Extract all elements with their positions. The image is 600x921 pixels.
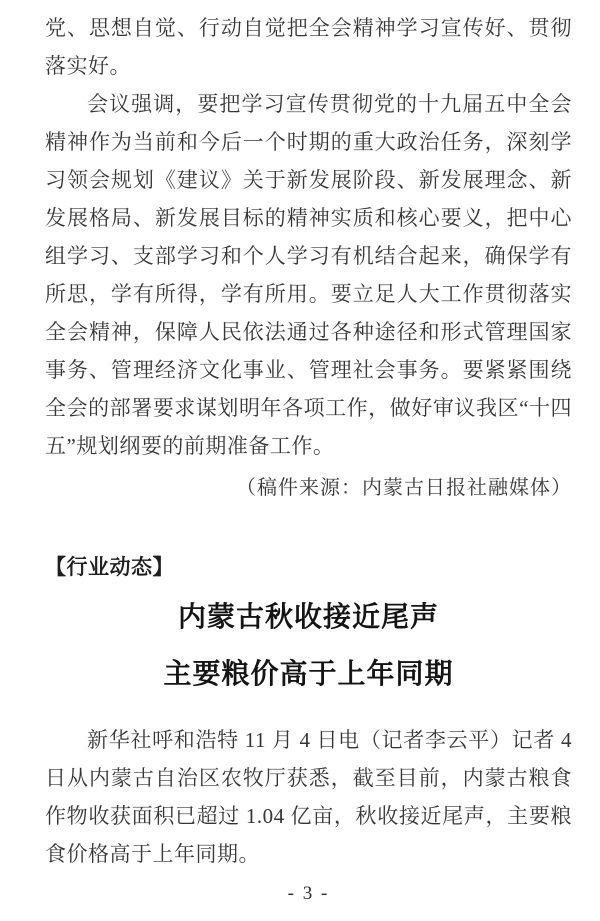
section-header-industry-news: 【行业动态】 (45, 556, 174, 579)
article-title-line2: 主要粮价高于上年同期 (163, 659, 454, 690)
paragraph-continuation: 党、思想自觉、行动自觉把全会精神学习宣传好、贯彻落实好。 (45, 16, 572, 78)
paragraph-harvest-news: 新华社呼和浩特 11 月 4 日电（记者李云平）记者 4 日从内蒙古自治区农牧厅获悉，截至目前，内蒙古粮食作物收获面积已超过 1.04 亿亩，秋收接近尾声，主要粮食价格高于上年同期。 (45, 728, 572, 866)
article-title (45, 589, 572, 703)
page-number: - 3 - (287, 883, 330, 904)
article-title-line1: 内蒙古秋收接近尾声 (177, 602, 439, 633)
source-attribution: （稿件来源：内蒙古日报社融媒体） (236, 477, 572, 499)
paragraph-meeting-emphasis: 会议强调，要把学习宣传贯彻党的十九届五中全会精神作为当前和今后一个时期的重大政治任务，深刻学习领会规划《建议》关于新发展阶段、新发展理念、新发展格局、新发展目标的精神实质和核心要义，把中心组学习、支部学习和个人学习有机结合起来，确保学有所思，学有所得，学有所用。要立足人大工作贯彻落实全会精神，保障人民依法通过各种途径和形式管理国家事务、管理经济文化事业、管理社会事务。要紧紧围绕全会的部署要求谋划明年各项工作，做好审议我区“十四五”规划纲要的前期准备工作。 (45, 92, 572, 458)
